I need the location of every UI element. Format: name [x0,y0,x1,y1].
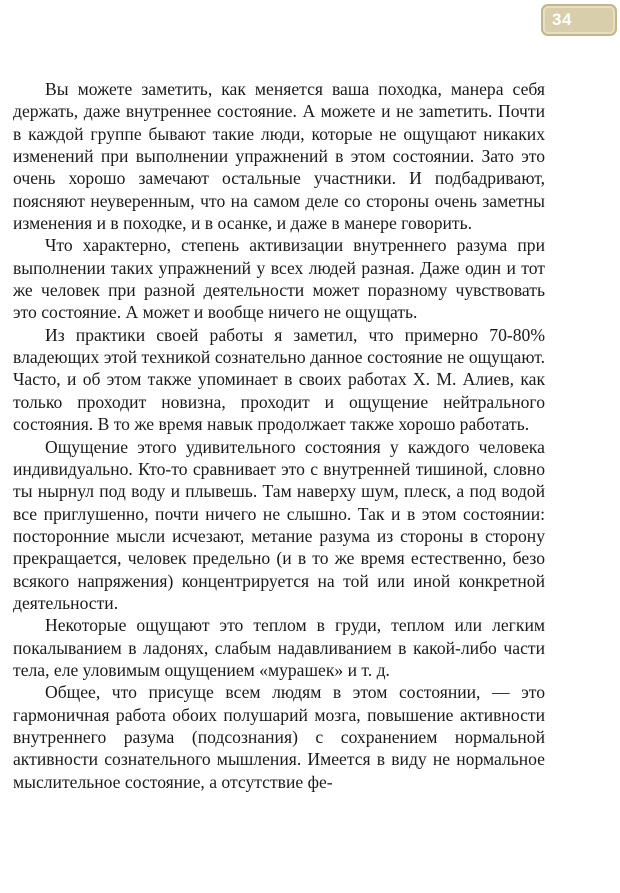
paragraph: Общее, что присуще всем людям в этом состоянии, — это гармоничная работа обоих полушарий мозга, повышение активности внутреннего разума (подсознания) с сохранением нормальной активности сознательного мышления. Имеется в виду не нормальное мыслительное состояние, а отсутствие фе- [13,682,545,792]
paragraph: Ощущение этого удивительного состояния у каждого человека индивидуально. Кто-то сравнивает это с внутренней тишиной, словно ты нырнул под воду и плывешь. Там наверху шум, плеск, а под водой все приглушенно, почти ничего не слышно. Так и в этом состоянии: посторонние мысли исчезают, метание разума из стороны в сторону прекращается, человек предельно (и в то же время естественно, безо всякого напряжения) концентрируется на той или иной конкретной деятельности. [13,436,545,613]
page-body [13,78,545,793]
paragraph: Что характерно, степень активизации внутреннего разума при выполнении таких упражнений у всех людей разная. Даже один и тот же человек при разной деятельности может поразному чувствовать это состояние. А может и вообще ничего не ощущать. [13,235,545,323]
page-number: 34 [552,10,572,29]
paragraph: Некоторые ощущают это теплом в груди, теплом или легким покалыванием в ладонях, слабым надавливанием в какой-либо части тела, еле уловимым ощущением «мурашек» и т. д. [13,615,545,680]
paragraph: Вы можете заметить, как меняется ваша походка, манера себя держать, даже внутреннее состояние. А можете и не заmетить. Почти в каждой группе бывают такие люди, которые не ощущают никаких изменений при выполнении упражнений в этом состоянии. Зато это очень хорошо замечают остальные участники. И подбадривают, поясняют неуверенным, что на самом деле со стороны очень заметны изменения и в походке, и в осанке, и даже в манере говорить. [13,79,545,234]
paragraph: Из практики своей работы я заметил, что примерно 70-80% владеющих этой техникой сознательно данное состояние не ощущают. Часто, и об этом также упоминает в своих работах Х. М. Алиев, как только проходит новизна, проходит и ощущение нейтрального состояния. В то же время навык продолжает также хорошо работать. [13,324,545,435]
page-number-badge [541,4,617,36]
